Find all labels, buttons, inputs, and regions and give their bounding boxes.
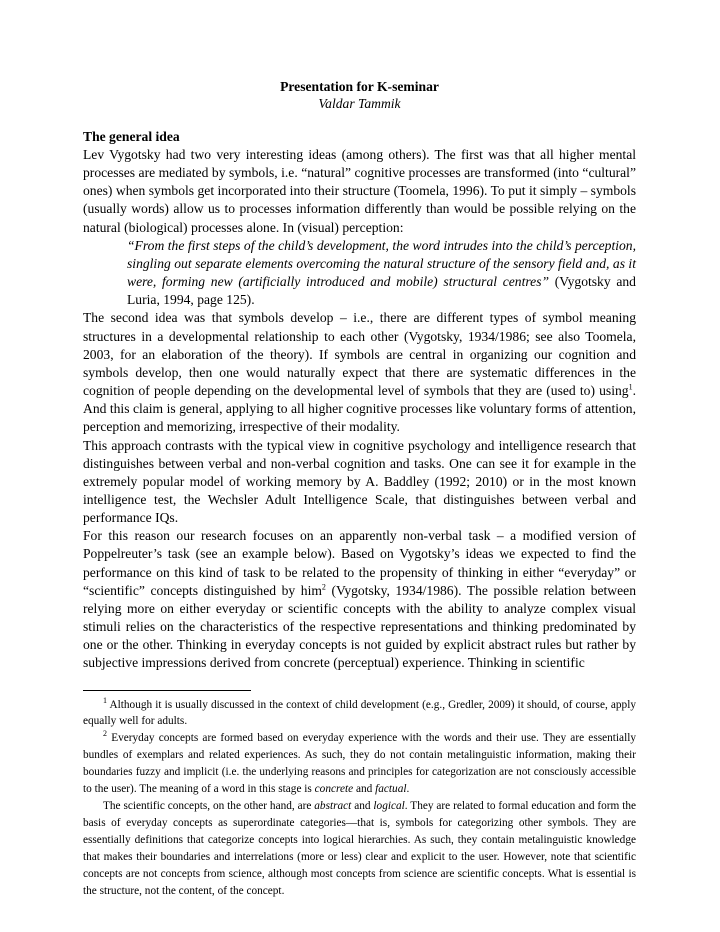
paragraph-2-text: The second idea was that symbols develop – i.e., there are different types of symbol meaning structures in a developmental relationship to each other (Vygotsky, 1934/1986; see also Toomela, 2003, for an elaboration of the theory). If symbols are central in organizing our cognition and symbols develop, then one would naturally expect that there are systematic differences in the cognition of people depending on the developmental level of symbols that they are (used to) using xyxy=(83,310,636,399)
footnote-3-text: The scientific concepts, on the other hand, are xyxy=(103,799,315,812)
footnote-1 xyxy=(83,697,636,731)
footnote-2-continued xyxy=(83,798,636,899)
footnote-1-text: Although it is usually discussed in the context of child development (e.g., Gredler, 2009) it should, of course, apply equally well for adults. xyxy=(83,698,636,728)
footnote-2-end: . xyxy=(406,783,410,796)
footnote-3-abstract: abstract xyxy=(314,799,352,812)
footnote-2-text: Everyday concepts are formed based on everyday experience with the words and their use. They are essentially bundles of exemplars and related experiences. As such, they do not contain metalinguistic information, making their boundaries fuzzy and implicit (i.e. the underlying reasons and principles for categorization are not consciously accessible to the user). The meaning of a word in this stage is xyxy=(83,732,636,796)
quote-citation: (Vygotsky and Luria, 1994, page 125). xyxy=(127,274,636,308)
footnote-ref-2[interactable]: 2 xyxy=(321,582,326,592)
document-page xyxy=(83,79,636,899)
section-heading: The general idea xyxy=(83,129,180,144)
footnote-ref-1[interactable]: 1 xyxy=(628,382,633,392)
footnote-1-number: 1 xyxy=(103,695,107,705)
quote-text: “From the first steps of the child’s development, the word intrudes into the child’s perception, singling out separate elements overcoming the natural structure of the sensory field and, as it were, forming new (artificially introduced and mobile) structural centres” xyxy=(127,237,636,290)
footnote-3-logical: logical xyxy=(373,799,405,812)
footnote-2 xyxy=(83,730,636,798)
author-name: Valdar Tammik xyxy=(318,96,401,111)
paragraph-2 xyxy=(83,309,636,436)
block-quote xyxy=(127,237,636,310)
paragraph-1: Lev Vygotsky had two very interesting ideas (among others). The first was that all higher mental processes are mediated by symbols, i.e. “natural” cognitive processes are transformed (into “cultural” ones) when symbols get incorporated into their structure (Toomela, 1996). To put it simply – symbols (usually words) allow us to processes information differently than would be possible relying on the natural (biological) processes alone. In (visual) perception: xyxy=(83,147,636,235)
footnote-2-and: and xyxy=(353,783,376,796)
footnote-2-number: 2 xyxy=(103,729,107,739)
footnote-3-text-end: . They are related to formal education and form the basis of everyday concepts as superordinate categories—that is, symbols for categorizing other symbols. They are essentially definitions that categorize concepts into logical hierarchies. As such, they contain metalinguistic knowledge that makes their boundaries and interrelations (more or less) clear and explicit to the user. However, note that scientific concepts are not concepts from science, although most concepts from science are scientific concepts. What is essential is the structure, not the content, of the concept. xyxy=(83,799,636,897)
footnote-2-concrete: concrete xyxy=(314,783,354,796)
footnote-3-and: and xyxy=(351,799,374,812)
document-title: Presentation for K-seminar xyxy=(280,79,439,94)
footnote-separator xyxy=(83,690,251,691)
paragraph-3: This approach contrasts with the typical view in cognitive psychology and intelligence research that distinguishes between verbal and non-verbal cognition and tasks. One can see it for example in the extremely popular model of working memory by A. Baddley (1992; 2010) or in the most known intelligence test, the Wechsler Adult Intelligence Scale, that distinguishes between verbal and performance IQs. xyxy=(83,437,636,526)
paragraph-2-text-end: . And this claim is general, applying to all higher cognitive processes like voluntary forms of attention, perception and memorizing, irrespective of their modality. xyxy=(83,383,636,435)
paragraph-4-text: For this reason our research focuses on an apparently non-verbal task – a modified version of Poppelreuter’s task (see an example below). Based on Vygotsky’s ideas we expected to find the performance on this kind of task to be related to the propensity of thinking in either “everyday” or “scientific” concepts distinguished by him xyxy=(83,528,636,598)
paragraph-4-text-end: (Vygotsky, 1934/1986). The possible relation between relying more on either everyday or scientific concepts with the ability to analyze complex visual stimuli relies on the characteristics of the respective representations and thinking predominated by one or the other. Thinking in everyday concepts is not guided by explicit abstract rules but rather by subjective impressions derived from concrete (perceptual) experience. Thinking in scientific xyxy=(83,582,636,671)
footnote-2-factual: factual xyxy=(375,783,407,796)
paragraph-4 xyxy=(83,527,636,672)
